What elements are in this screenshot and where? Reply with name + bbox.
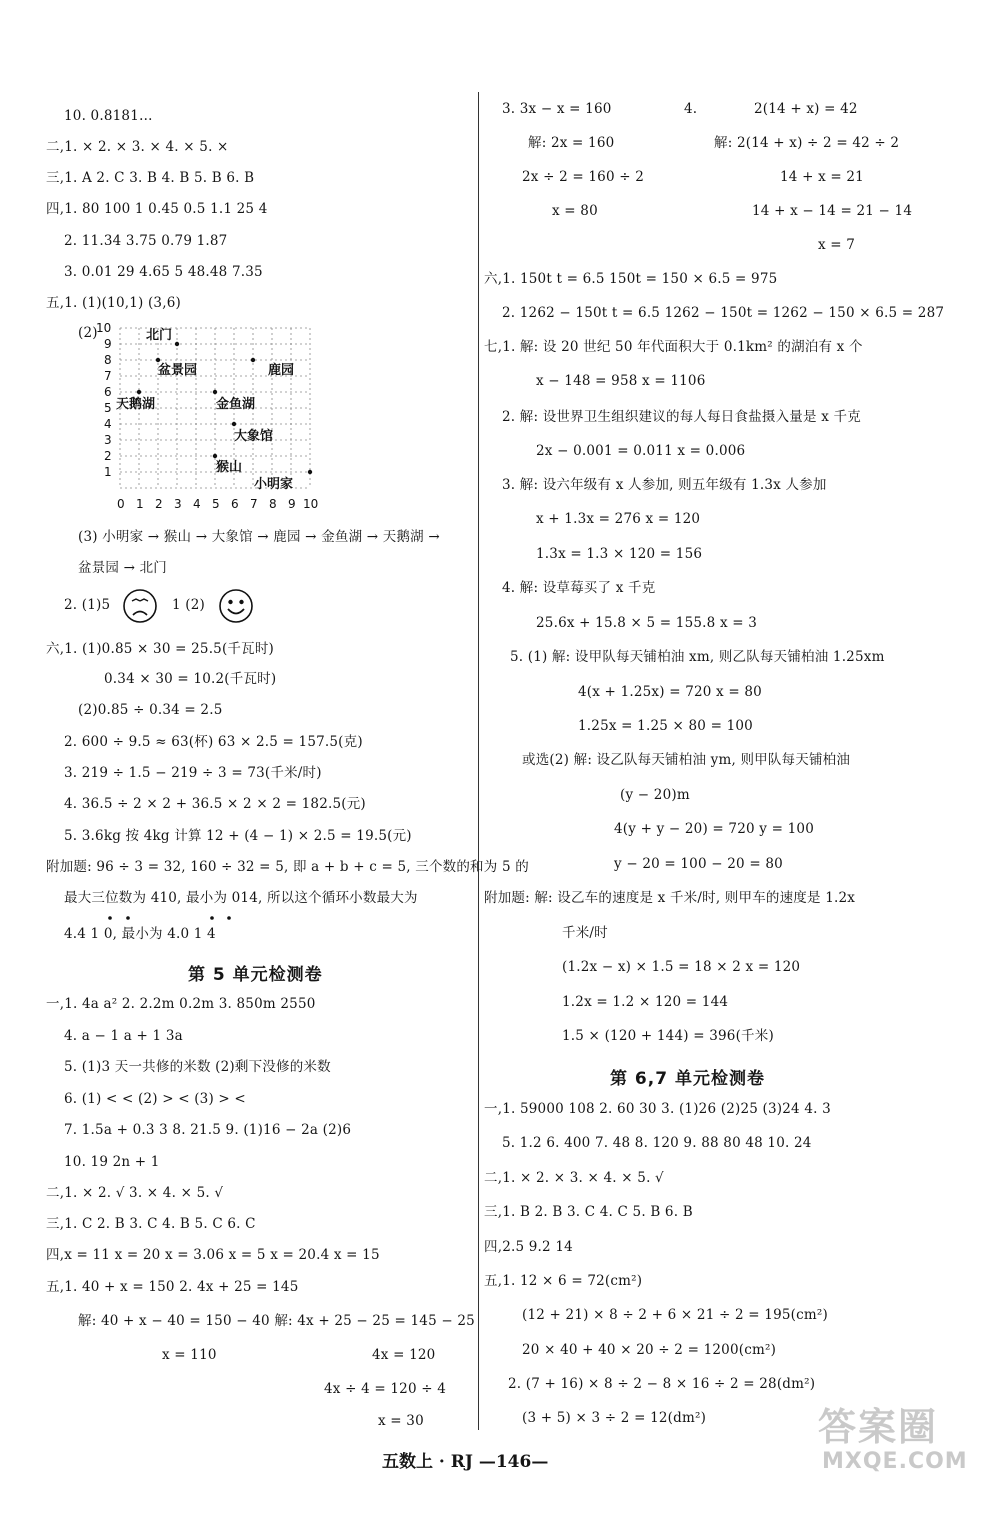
right-answer-line: (12 + 21) × 8 ÷ 2 + 6 × 21 ÷ 2 = 195(cm²): [522, 1307, 828, 1323]
left-answer-line: 五,1. 40 + x = 150 2. 4x + 25 = 145: [46, 1279, 299, 1295]
map-x-tick: 4: [193, 497, 201, 511]
right-answer-line: (y − 20)m: [620, 787, 690, 803]
right-answer-line: 25.6x + 15.8 × 5 = 155.8 x = 3: [536, 615, 758, 631]
left-answer-line: 五,1. (1)(10,1) (3,6): [46, 295, 181, 311]
left-answer-line: (2)0.85 ÷ 0.34 = 2.5: [78, 702, 223, 718]
map-y-tick: 10: [96, 321, 112, 335]
right-answer-line: y − 20 = 100 − 20 = 80: [614, 856, 783, 872]
right-answer-line: x − 148 = 958 x = 1106: [536, 373, 706, 389]
right-answer-line: 解: 2x = 160: [528, 135, 615, 151]
right-answer-line: 或选(2) 解: 设乙队每天铺柏油 ym, 则甲队每天铺柏油: [522, 752, 851, 768]
right-answer-line: 5. 1.2 6. 400 7. 48 8. 120 9. 88 80 48 10. 24: [502, 1135, 812, 1151]
left-answer-line: 一,1. 4a a² 2. 2.2m 0.2m 3. 850m 2550: [46, 996, 316, 1012]
right-answer-line: x = 80: [552, 203, 598, 219]
right-answer-line: 附加题: 解: 设乙车的速度是 x 千米/时, 则甲车的速度是 1.2x: [484, 890, 856, 906]
monkey-point: [213, 454, 217, 458]
bonsai-point: [156, 358, 160, 362]
right-answer-line: (1.2x − x) × 1.5 = 18 × 2 x = 120: [562, 959, 801, 975]
right-answer-line: x + 1.3x = 276 x = 120: [536, 511, 701, 527]
right-answer-line: 2(14 + x) = 42: [754, 101, 858, 117]
map-x-tick: 3: [174, 497, 182, 511]
right-answer-line: 1.25x = 1.25 × 80 = 100: [578, 718, 753, 734]
right-answer-line: 2. 1262 − 150t t = 6.5 1262 − 150t = 1262 − 150 × 6.5 = 287: [502, 305, 945, 321]
right-answer-line: (3 + 5) × 3 ÷ 2 = 12(dm²): [522, 1410, 707, 1426]
right-answer-line: 20 × 40 + 40 × 20 ÷ 2 = 1200(cm²): [522, 1342, 777, 1358]
map-y-tick: 7: [104, 369, 112, 383]
map-y-tick: 9: [104, 337, 112, 351]
left-answer-line: x = 110: [162, 1347, 217, 1363]
right-answer-line: 二,1. × 2. × 3. × 4. × 5. √: [484, 1170, 664, 1186]
goldfish-point: [213, 390, 217, 394]
left-answer-line: 附加题: 96 ÷ 3 = 32, 160 ÷ 32 = 5, 即 a + b + c = 5, 三个数的和为 5 的: [46, 859, 529, 875]
right-answer-line: 四,2.5 9.2 14: [484, 1239, 573, 1255]
monkey-label: 猴山: [216, 460, 243, 475]
elephant-point: [232, 422, 236, 426]
recurring-dots: [60, 912, 240, 926]
goldfish-label: 金鱼湖: [216, 397, 256, 412]
left-answer-line: 4x = 120: [372, 1347, 436, 1363]
map-x-tick: 7: [250, 497, 258, 511]
right-answer-line: 1.3x = 1.3 × 120 = 156: [536, 546, 703, 562]
right-answer-line: 2. (7 + 16) × 8 ÷ 2 − 8 × 16 ÷ 2 = 28(dm²): [508, 1376, 816, 1392]
swan-point: [137, 390, 141, 394]
left-answer-line: 四,x = 11 x = 20 x = 3.06 x = 5 x = 20.4 x = 15: [46, 1247, 380, 1263]
left-answer-line: 最大三位数为 410, 最小为 014, 所以这个循环小数最大为: [64, 890, 418, 906]
left-answer-line: 10. 19 2n + 1: [64, 1154, 160, 1170]
left-answer-line: x = 30: [378, 1413, 424, 1429]
right-answer-line: 5. (1) 解: 设甲队每天铺柏油 xm, 则乙队每天铺柏油 1.25xm: [510, 649, 885, 665]
right-answer-line: 三,1. B 2. B 3. C 4. C 5. B 6. B: [484, 1204, 693, 1220]
zoo-coordinate-map: [96, 318, 336, 518]
right-answer-line: 14 + x = 21: [780, 169, 864, 185]
map-y-tick: 5: [104, 401, 112, 415]
swan-label: 天鹅湖: [116, 397, 156, 412]
column-divider: [478, 92, 479, 1430]
left-answer-line: 0.34 × 30 = 10.2(千瓦时): [104, 671, 277, 687]
left-answer-line: 2. (1)5: [64, 597, 111, 613]
map-x-tick: 10: [303, 497, 319, 511]
north-gate-label: 北门: [146, 328, 173, 343]
bonsai-label: 盆景园: [158, 363, 198, 378]
north-gate-point: [175, 342, 179, 346]
left-answer-line: 1 (2): [172, 597, 206, 613]
left-answer-line: 六,1. (1)0.85 × 30 = 25.5(千瓦时): [46, 641, 275, 657]
map-x-tick: 1: [136, 497, 144, 511]
map-y-tick: 3: [104, 433, 112, 447]
left-answer-line: 10. 0.8181…: [64, 108, 153, 124]
left-answer-line: 三,1. A 2. C 3. B 4. B 5. B 6. B: [46, 170, 255, 186]
watermark-logo: 答案圈 MXQE.COM: [818, 1405, 968, 1474]
left-answer-line: 5. 3.6kg 按 4kg 计算 12 + (4 − 1) × 2.5 = 19.5(元): [64, 828, 412, 844]
right-answer-line: 4(y + y − 20) = 720 y = 100: [614, 821, 814, 837]
map-x-tick: 9: [288, 497, 296, 511]
map-x-tick: 8: [269, 497, 277, 511]
left-answer-line: 4. a − 1 a + 1 3a: [64, 1028, 183, 1044]
left-answer-line: 2. 11.34 3.75 0.79 1.87: [64, 233, 228, 249]
right-answer-line: 千米/时: [562, 925, 608, 941]
left-answer-line: (3) 小明家 → 猴山 → 大象馆 → 鹿园 → 金鱼湖 → 天鹅湖 →: [78, 529, 440, 545]
right-answer-line: 3. 3x − x = 160: [502, 101, 612, 117]
right-answer-line: x = 7: [818, 237, 856, 253]
left-answer-line: (2): [78, 325, 98, 341]
left-answer-line: 盆景园 → 北门: [78, 560, 167, 576]
unit5-title: 第 5 单元检测卷: [188, 965, 323, 985]
right-answer-line: 4. 解: 设草莓买了 x 千克: [502, 580, 656, 596]
left-answer-line: 5. (1)3 天一共修的米数 (2)剩下没修的米数: [64, 1059, 331, 1075]
right-answer-line: 七,1. 解: 设 20 世纪 50 年代面积大于 0.1km² 的湖泊有 x 个: [484, 339, 863, 355]
right-answer-line: 1.5 × (120 + 144) = 396(千米): [562, 1028, 774, 1044]
left-answer-line: 4.4 1 0, 最小为 4.0 1 4: [64, 926, 216, 942]
map-x-tick: 0: [117, 497, 125, 511]
left-answer-line: 7. 1.5a + 0.3 3 8. 21.5 9. (1)16 − 2a (2)6: [64, 1122, 352, 1138]
unit67-title: 第 6,7 单元检测卷: [610, 1069, 765, 1089]
elephant-label: 大象馆: [234, 429, 274, 444]
left-answer-line: 4. 36.5 ÷ 2 × 2 + 36.5 × 2 × 2 = 182.5(元): [64, 796, 366, 812]
left-answer-line: 2. 600 ÷ 9.5 ≈ 63(杯) 63 × 2.5 = 157.5(克): [64, 734, 363, 750]
map-x-tick: 5: [212, 497, 220, 511]
right-answer-line: 解: 2(14 + x) ÷ 2 = 42 ÷ 2: [714, 135, 900, 151]
right-answer-line: 1.2x = 1.2 × 120 = 144: [562, 994, 729, 1010]
left-answer-line: 二,1. × 2. √ 3. × 4. × 5. √: [46, 1185, 224, 1201]
deer-point: [251, 358, 255, 362]
right-answer-line: 14 + x − 14 = 21 − 14: [752, 203, 913, 219]
right-answer-line: 4(x + 1.25x) = 720 x = 80: [578, 684, 762, 700]
right-answer-line: 2x − 0.001 = 0.011 x = 0.006: [536, 443, 746, 459]
right-answer-line: 一,1. 59000 108 2. 60 30 3. (1)26 (2)25 (3)24 4. 3: [484, 1101, 831, 1117]
map-x-tick: 2: [155, 497, 163, 511]
deer-label: 鹿园: [268, 363, 295, 378]
sad-face-icon: [122, 588, 158, 624]
right-answer-line: 4.: [684, 101, 698, 117]
home-label: 小明家: [254, 477, 294, 492]
right-answer-line: 六,1. 150t t = 6.5 150t = 150 × 6.5 = 975: [484, 271, 778, 287]
left-answer-line: 二,1. × 2. × 3. × 4. × 5. ×: [46, 139, 229, 155]
left-answer-line: 解: 40 + x − 40 = 150 − 40 解: 4x + 25 − 25 = 145 − 25: [78, 1313, 475, 1329]
home-point: [308, 470, 312, 474]
map-y-tick: 4: [104, 417, 112, 431]
left-answer-line: 4x ÷ 4 = 120 ÷ 4: [324, 1381, 447, 1397]
left-answer-line: 3. 219 ÷ 1.5 − 219 ÷ 3 = 73(千米/时): [64, 765, 322, 781]
right-answer-line: 2. 解: 设世界卫生组织建议的每人每日食盐摄入量是 x 千克: [502, 409, 861, 425]
map-y-tick: 2: [104, 449, 112, 463]
left-answer-line: 6. (1) < < (2) > < (3) > <: [64, 1091, 246, 1107]
left-answer-line: 3. 0.01 29 4.65 5 48.48 7.35: [64, 264, 263, 280]
map-y-tick: 8: [104, 353, 112, 367]
page-footer: 五数上 · RJ —146—: [382, 1452, 549, 1472]
right-answer-line: 2x ÷ 2 = 160 ÷ 2: [522, 169, 645, 185]
right-answer-line: 五,1. 12 × 6 = 72(cm²): [484, 1273, 643, 1289]
smile-face-icon: [218, 588, 254, 624]
map-x-tick: 6: [231, 497, 239, 511]
right-answer-line: 3. 解: 设六年级有 x 人参加, 则五年级有 1.3x 人参加: [502, 477, 827, 493]
left-answer-line: 三,1. C 2. B 3. C 4. B 5. C 6. C: [46, 1216, 256, 1232]
map-y-tick: 6: [104, 385, 112, 399]
left-answer-line: 四,1. 80 100 1 0.45 0.5 1.1 25 4: [46, 201, 268, 217]
map-y-tick: 1: [104, 465, 112, 479]
